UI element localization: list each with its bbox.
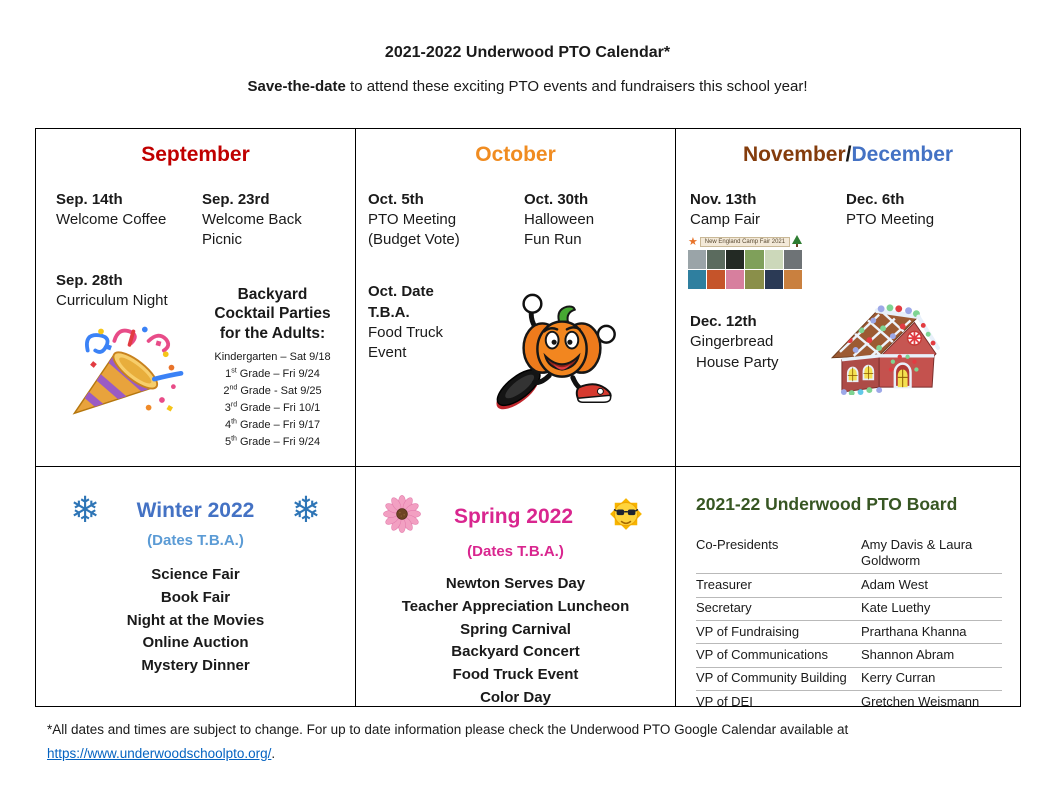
event-name: Event — [368, 343, 407, 361]
winter-event: Science Fair — [151, 566, 240, 583]
event-sep-23 — [202, 189, 343, 251]
grade-line: 3rd Grade – Fri 10/1 — [224, 401, 321, 415]
spring-event: Food Truck Event — [452, 666, 579, 684]
spring-event: Teacher Appreciation Luncheon — [401, 597, 630, 615]
spring-event: Spring Carnival — [460, 620, 571, 638]
event-dec-6 — [846, 189, 1008, 230]
page-title: 2021-2022 Underwood PTO Calendar* — [384, 44, 671, 61]
pink-flower-icon — [382, 494, 422, 539]
footnote-line2 — [47, 742, 1007, 766]
winter-event: Book Fair — [160, 588, 231, 606]
event-date: Dec. 6th — [846, 191, 905, 208]
board-row — [696, 691, 1002, 713]
winter-event: Online Auction — [142, 634, 249, 652]
photo-grid — [688, 250, 802, 289]
camp-fair-banner: New England Camp Fair 2021 — [700, 237, 790, 247]
footnote-period: . — [271, 745, 276, 761]
board-member: Kerry Curran — [861, 670, 936, 686]
page-subtitle — [0, 78, 1055, 95]
board-member: Adam West — [861, 576, 928, 592]
event-name: Camp Fair — [690, 211, 761, 228]
event-name: Food Truck — [368, 323, 444, 341]
event-date: Oct. Date — [368, 282, 434, 300]
event-name: Gingerbread — [690, 333, 774, 351]
board-member: Kate Luethy — [861, 600, 931, 616]
board-member: Prarthana Khanna — [861, 623, 967, 639]
cell-spring — [356, 467, 676, 706]
board-member: Amy Davis & Laura Goldworm — [861, 536, 973, 569]
board-role: VP of DEI — [696, 693, 753, 709]
spring-header-row — [356, 493, 675, 540]
board-row — [696, 621, 1002, 644]
event-name: Halloween — [524, 211, 595, 228]
board-row — [696, 574, 1002, 597]
slash: / — [845, 143, 852, 166]
event-name: Picnic — [202, 231, 243, 249]
event-name: (Budget Vote) — [368, 231, 460, 249]
tree-icon — [792, 235, 802, 248]
september-header: September — [141, 143, 250, 166]
september-left-column — [48, 189, 198, 451]
event-name: PTO Meeting — [846, 211, 935, 228]
grade-line: 1st Grade – Fri 9/24 — [225, 367, 320, 381]
board-role: Treasurer — [696, 576, 752, 592]
grade-line: 5th Grade – Fri 9/24 — [224, 435, 321, 449]
spring-title: Spring 2022 — [453, 504, 574, 528]
backyard-title-line: Backyard — [237, 285, 308, 303]
winter-dates-tba: (Dates T.B.A.) — [147, 532, 244, 549]
pto-website-link[interactable]: https://www.underwoodschoolpto.org/ — [47, 745, 272, 761]
snowflake-icon: ❄ — [70, 490, 101, 531]
board-row — [696, 668, 1002, 691]
event-oct-30 — [524, 189, 663, 251]
board-role: VP of Community Building — [696, 670, 847, 686]
event-name: Fun Run — [524, 231, 582, 249]
september-content — [36, 189, 355, 451]
backyard-cocktail-parties — [202, 285, 343, 452]
subtitle-rest: to attend these exciting PTO events and fundraisers this school year! — [345, 78, 808, 95]
event-date: Dec. 12th — [690, 313, 757, 331]
board-row — [696, 644, 1002, 667]
event-name: Curriculum Night — [56, 292, 168, 310]
winter-event: Mystery Dinner — [141, 657, 250, 675]
spring-event: Color Day — [480, 688, 551, 706]
event-name: House Party — [696, 353, 779, 371]
event-nov-13 — [690, 189, 834, 230]
board-row — [696, 534, 1002, 574]
grade-line: Kindergarten – Sat 9/18 — [214, 350, 331, 363]
grade-line: 4th Grade – Fri 9/17 — [224, 418, 321, 432]
running-pumpkin-icon — [478, 287, 646, 420]
board-role: Secretary — [696, 600, 752, 616]
board-role: VP of Communications — [696, 646, 828, 662]
spring-dates-tba: (Dates T.B.A.) — [467, 543, 564, 560]
cell-winter — [36, 467, 356, 706]
cell-october — [356, 129, 676, 467]
board-role: VP of Fundraising — [696, 623, 800, 639]
backyard-title-line: for the Adults: — [219, 325, 326, 343]
spring-event-list — [356, 573, 675, 710]
gingerbread-house-icon — [828, 297, 946, 400]
board-row — [696, 598, 1002, 621]
event-date: Oct. 5th — [368, 191, 424, 208]
event-date: Sep. 28th — [56, 272, 123, 290]
winter-header-row — [36, 490, 355, 531]
cell-september — [36, 129, 356, 467]
grade-party-schedule — [202, 349, 343, 451]
event-sep-14 — [56, 189, 198, 230]
event-name: Welcome Back — [202, 211, 302, 228]
spring-event: Newton Serves Day — [445, 575, 586, 592]
november-december-header — [676, 143, 1020, 167]
event-date: Oct. 30th — [524, 191, 589, 208]
board-table — [696, 534, 1002, 714]
event-dec-12 — [690, 311, 834, 373]
cell-november-december — [676, 129, 1020, 467]
board-member: Gretchen Weismann — [861, 693, 980, 709]
event-name: PTO Meeting — [368, 211, 457, 228]
grade-line: 2nd Grade - Sat 9/25 — [223, 384, 322, 398]
event-date: Sep. 23rd — [202, 191, 270, 208]
calendar-table — [35, 128, 1021, 707]
footnote — [47, 718, 1007, 765]
board-member: Shannon Abram — [861, 646, 955, 662]
event-oct-5 — [368, 189, 514, 251]
board-header: 2021-22 Underwood PTO Board — [696, 494, 958, 514]
december-label: December — [851, 143, 954, 166]
sun-with-sunglasses-icon — [605, 493, 647, 540]
star-icon: ★ — [688, 235, 698, 249]
novdec-left-column — [688, 189, 834, 373]
cell-pto-board — [676, 467, 1020, 709]
event-date: T.B.A. — [368, 303, 410, 321]
november-label: November — [742, 143, 846, 166]
event-date: Nov. 13th — [690, 191, 757, 208]
winter-title: Winter 2022 — [136, 499, 255, 522]
spring-event: Backyard Concert — [451, 643, 580, 661]
backyard-title-line: Cocktail Parties — [214, 305, 331, 323]
winter-event: Night at the Movies — [126, 611, 265, 629]
subtitle-bold-phrase: Save-the-date — [247, 78, 346, 95]
snowflake-icon: ❄ — [290, 490, 321, 531]
footnote-line1: *All dates and times are subject to change. For up to date information please check the Underwood PTO Google Calendar available at — [47, 722, 849, 737]
winter-event-list — [36, 564, 355, 678]
event-name: Welcome Coffee — [56, 211, 167, 228]
september-right-column — [198, 189, 343, 451]
event-date: Sep. 14th — [56, 191, 123, 208]
event-sep-28 — [56, 270, 198, 311]
board-role: Co-Presidents — [696, 536, 779, 552]
camp-fair-collage-icon — [688, 234, 802, 289]
october-header: October — [475, 143, 556, 166]
party-popper-icon — [58, 320, 198, 425]
